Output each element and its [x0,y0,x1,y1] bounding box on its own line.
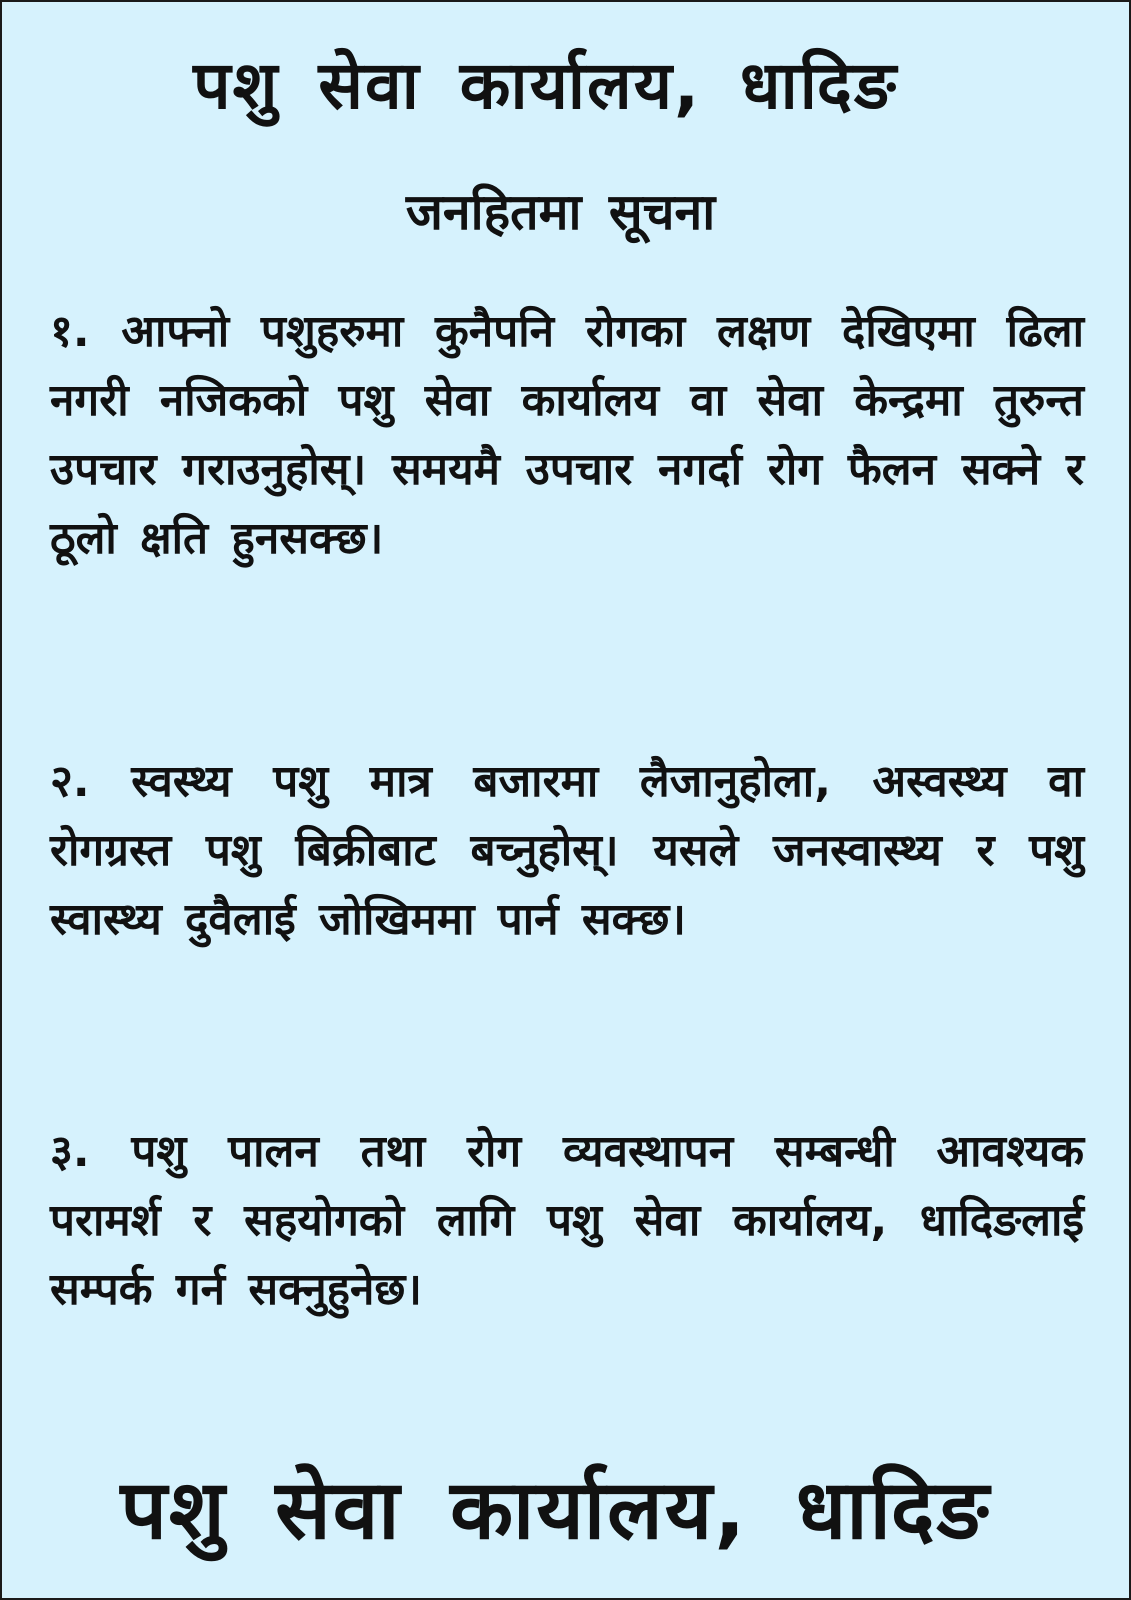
notice-point-2: २. स्वस्थ्य पशु मात्र बजारमा लैजानुहोला, अस्वस्थ्य वा रोगग्रस्त पशु बिक्रीबाट बच्नुहोस्। यसले जनस्वास्थ्य र पशु स्वास्थ्य दुवैलाई जोखिममा पार्न सक्छ। [50,756,1084,945]
notice-point-1: १. आफ्नो पशुहरुमा कुनैपनि रोगका लक्षण देखिएमा ढिला नगरी नजिकको पशु सेवा कार्यालय वा सेवा केन्द्रमा तुरुन्त उपचार गराउनुहोस्। समयमै उपचार नगर्दा रोग फैलन सक्ने र ठूलो क्षति हुनसक्छ। [50,306,1084,564]
notice-point-3: ३. पशु पालन तथा रोग व्यवस्थापन सम्बन्धी आवश्यक परामर्श र सहयोगको लागि पशु सेवा कार्यालय, धादिङलाई सम्पर्क गर्न सक्नुहुनेछ। [50,1126,1084,1315]
office-title: पशु सेवा कार्यालय, धादिङ [193,47,898,124]
notice-subtitle: जनहितमा सूचना [405,183,716,241]
footer-office-title: पशु सेवा कार्यालय, धादिङ [120,1462,991,1558]
